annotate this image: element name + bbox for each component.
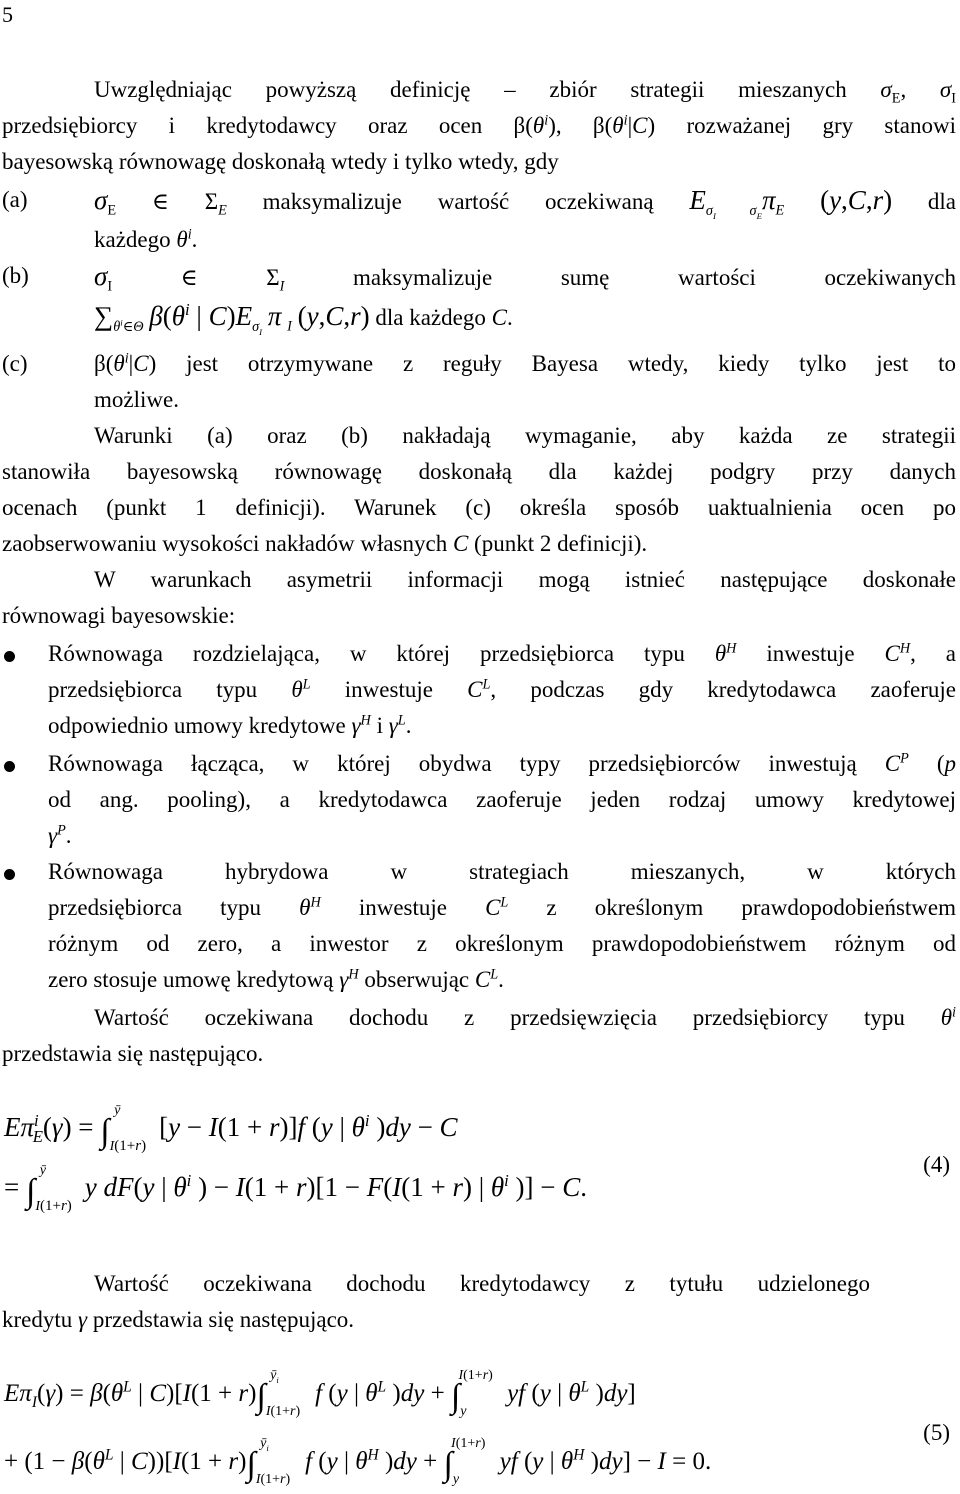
text-line: Równowaga hybrydowa w strategiach mieszanych, w których: [48, 859, 956, 884]
text-line: zaobserwowaniu wysokości nakładów własnych C (punkt 2 definicji).: [2, 531, 648, 556]
bullet-icon: [4, 761, 15, 772]
equation-line: $E\pi^i_E(\gamma) = \int_{I(1+r)}^ȳ$ [y − I(1 + r)]f (y | $\theta^i$ )dy − C: [4, 1103, 458, 1154]
text-line: Warunki (a) oraz (b) nakładają wymaganie, aby każda ze strategii: [94, 423, 956, 448]
text-line: Uwzględniając powyższą definicję – zbiór strategii mieszanych $\sigma_E$, $\sigma_I$: [94, 77, 957, 107]
page-number: 5: [2, 2, 13, 27]
text-line: przedsiębiorca typu $\theta^H$ inwestuje $C^L$ z określonym prawdopodobieństwem: [48, 894, 957, 920]
condition-label: (c): [2, 351, 28, 376]
text-line: stanowiła bayesowską równowagę doskonałą dla każdej podgry przy danych: [2, 459, 956, 484]
text-line: przedstawia się następująco.: [2, 1041, 264, 1066]
condition-text: $\beta(\theta^i|C)$ jest otrzymywane z reguły Bayesa wtedy, kiedy tylko jest to: [94, 350, 956, 376]
text-line: bayesowską równowagę doskonałą wtedy i tylko wtedy, gdy: [2, 149, 559, 174]
equation-number: (4): [923, 1152, 950, 1177]
text-line: zero stosuje umowę kredytową $\gamma^H$ obserwując $C^L$.: [48, 966, 504, 992]
text-line: Wartość oczekiwana dochodu kredytodawcy z tytułu udzielonego: [94, 1271, 870, 1296]
condition-text-cont: każdego $\theta^i$.: [94, 226, 198, 252]
condition-label: (b): [2, 263, 29, 288]
text-line: przedsiębiorca typu $\theta^L$ inwestuje $C^L$, podczas gdy kredytodawca zaoferuje: [48, 676, 956, 702]
condition-label: (a): [2, 187, 28, 212]
condition-formula: $\sum_{\theta^i\in\Theta}$ $\beta(\theta^i$ | $C)E_{\sigma_I}$ π $_I$ (y,C,r) dla każdego C.: [94, 300, 513, 337]
condition-text: $\sigma_E$ ∈ $\Sigma_E$ maksymalizuje wartość oczekiwaną $E_{\sigma_I \sigma_E}\pi_E$ (y,C,r) dla: [94, 185, 956, 221]
bullet-icon: [4, 869, 15, 880]
text-line: Równowaga łącząca, w której obydwa typy przedsiębiorców inwestują $C^P$ (p: [48, 750, 956, 776]
equation-line: + ($1 - \beta(\theta^L$ | $C))[I(1 + r)\int_{I(1+r)}^{ȳ_i}$ f (y | $\theta^H$ )$dy + \int_y^{I(1+r)}$ yf (y | $\theta^H$ )dy] − I = 0.: [4, 1436, 712, 1487]
text-line: różnym od zero, a inwestor z określonym prawdopodobieństwem różnym od: [48, 931, 956, 956]
text-line: W warunkach asymetrii informacji mogą istnieć następujące doskonałe: [94, 567, 956, 592]
text-line: od ang. pooling), a kredytodawca zaoferuje jeden rodzaj umowy kredytowej: [48, 787, 956, 812]
text-line: przedsiębiorcy i kredytodawcy oraz ocen $\beta(\theta^i)$, $\beta(\theta^i|C)$ rozważanej gry stanowi: [2, 112, 956, 138]
text-line: Wartość oczekiwana dochodu z przedsięwzięcia przedsiębiorcy typu $\theta^i$: [94, 1004, 956, 1030]
text-line: odpowiednio umowy kredytowe $\gamma^H$ i $\gamma^L$.: [48, 712, 412, 738]
bullet-icon: [4, 651, 15, 662]
equation-number: (5): [923, 1420, 950, 1445]
text-line: ocenach (punkt 1 definicji). Warunek (c) określa sposób uaktualnienia ocen po: [2, 495, 956, 520]
text-line: kredytu γ przedstawia się następująco.: [2, 1307, 355, 1332]
text-line: Równowaga rozdzielająca, w której przedsiębiorca typu $\theta^H$ inwestuje $C^H$, a: [48, 640, 956, 666]
equation-line: = $\int_{I(1+r)}^ȳ$ y dF(y | $\theta^i$ ) − I(1 + r)[1 − F(I(1 + r) | $\theta^i$ )] − C.: [4, 1163, 588, 1214]
equation-line: $E\pi_I(\gamma) = \beta(\theta^L$ | $C)[I(1 + r)\int_{I(1+r)}^{ȳ_i}$ f (y | $\theta^L$ )$dy + \int_y^{I(1+r)}$ yf (y | $\theta^L$ )dy]: [4, 1368, 636, 1419]
text-line: równowagi bayesowskie:: [2, 603, 236, 628]
text-line: $\gamma^P$.: [48, 822, 72, 848]
condition-text-cont: możliwe.: [94, 387, 179, 412]
condition-text: $\sigma_I$ ∈ $\Sigma_I$ maksymalizuje sumę wartości oczekiwanych: [94, 261, 956, 295]
